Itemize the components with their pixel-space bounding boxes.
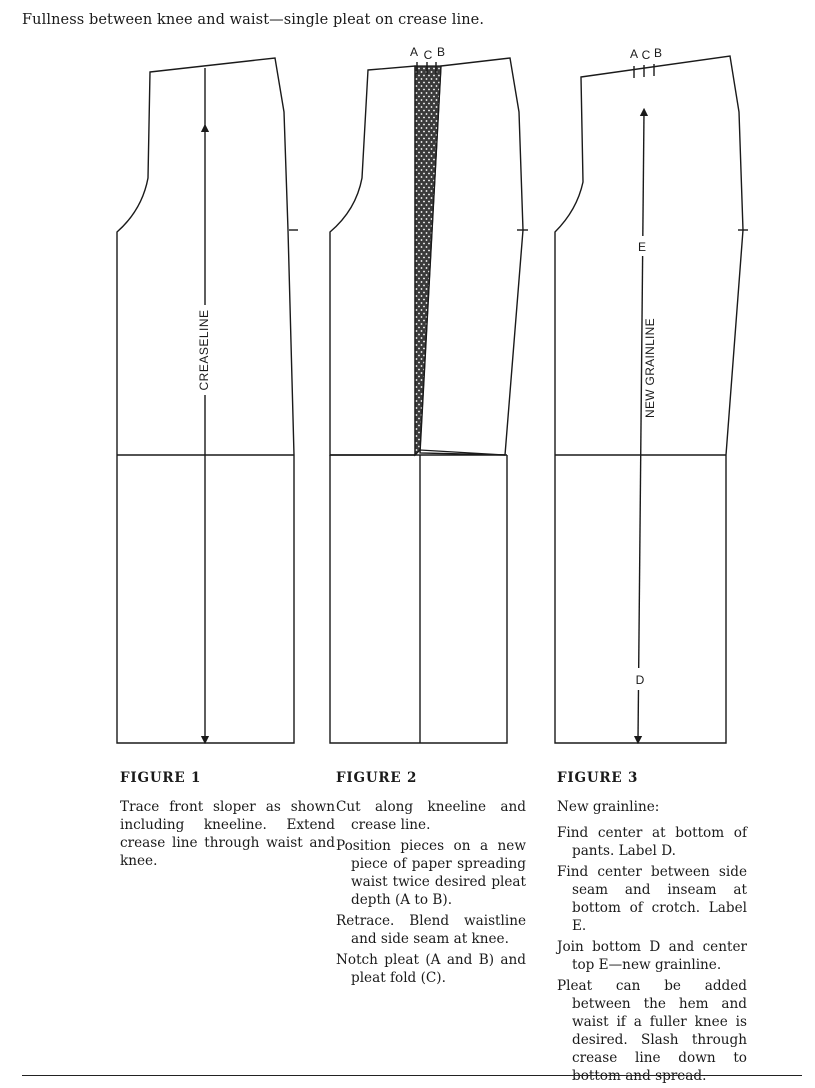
figure-3-step-1: Find center at bottom of pants. Label D. (557, 825, 747, 859)
figure-3-step-2: Find center between side seam and inseam at bottom of crotch. Label E. (557, 864, 747, 934)
fig2-label-a: A (409, 45, 419, 59)
figure-3-title: FIGURE 3 (557, 770, 639, 786)
figure-2-step-4: Notch pleat (A and B) and pleat fold (C). (336, 952, 526, 986)
figure-1-title: FIGURE 1 (120, 770, 202, 786)
bottom-rule (22, 1075, 802, 1076)
figure-3-step-3: Join bottom D and center top E—new grainline. (557, 939, 747, 973)
fig2-label-c: C (423, 48, 433, 62)
fig3-label-a: A (629, 47, 639, 61)
figure-2-pattern (330, 58, 528, 743)
figure-2-step-3: Retrace. Blend waistline and side seam at knee. (336, 913, 526, 947)
pleat-spread-area (415, 66, 441, 455)
figure-3-intro: New grainline: (557, 799, 660, 815)
fig3-label-c: C (641, 48, 651, 62)
new-grainline-label: NEW GRAINLINE (643, 318, 658, 418)
fig2-label-b: B (436, 45, 446, 59)
creaseline-label: CREASELINE (197, 309, 212, 391)
figure-2-step-1: Cut along kneeline and crease line. (336, 799, 526, 833)
label-e: E (637, 240, 647, 254)
figure-2-title: FIGURE 2 (336, 770, 418, 786)
figure-1-pattern (117, 58, 298, 743)
figure-2-caption (336, 770, 526, 990)
fig3-label-b: B (653, 46, 663, 60)
figure-3-step-4: Pleat can be added between the hem and waist if a fuller knee is desired. Slash through crease line down to bottom and spread. (557, 978, 747, 1084)
figure-1-caption (120, 770, 335, 873)
page-heading: Fullness between knee and waist—single pleat on crease line. (22, 12, 485, 28)
label-d: D (635, 673, 645, 687)
figure-3-caption (557, 770, 747, 1088)
figure-2-step-2: Position pieces on a new piece of paper spreading waist twice desired pleat depth (A to B). (336, 838, 526, 908)
figure-1-text: Trace front sloper as shown including kneeline. Extend crease line through waist and knee. (120, 799, 335, 869)
